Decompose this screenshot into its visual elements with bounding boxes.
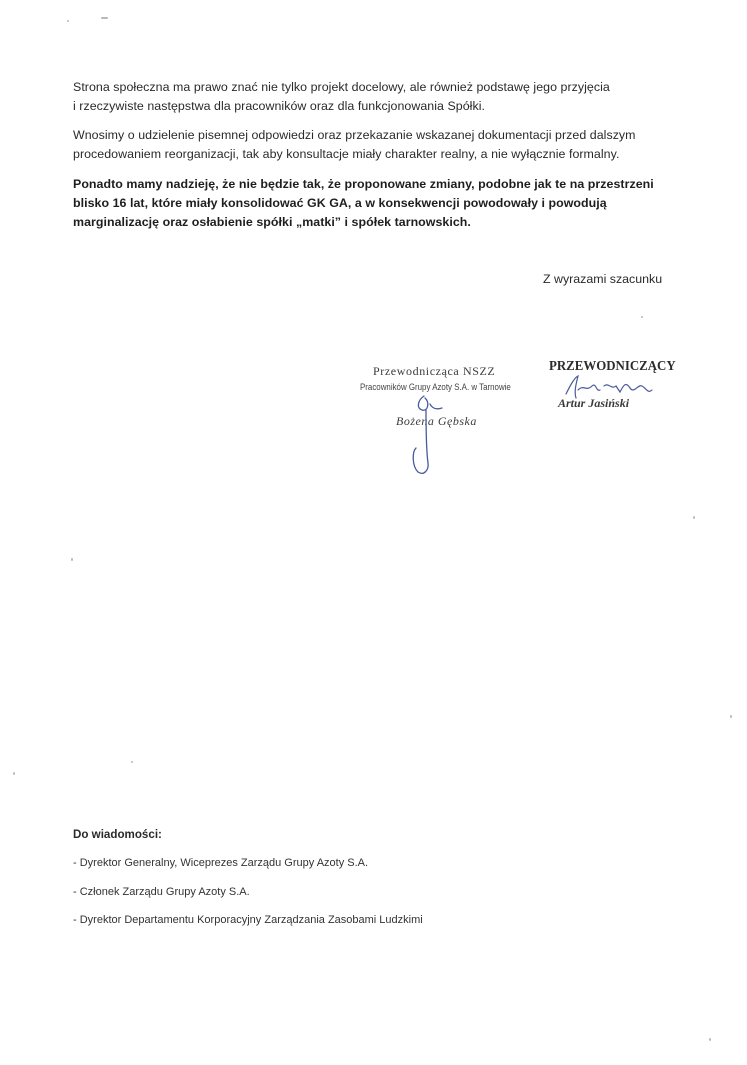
paragraph-2-line: procedowaniem reorganizacji, tak aby konsultacje miały charakter realny, a nie wyłącznie formalny. xyxy=(73,147,620,161)
paragraph-3-line: blisko 16 lat, które miały konsolidować GK GA, a w konsekwencji powodowały i powodują xyxy=(73,196,607,210)
paragraph-1 xyxy=(73,78,673,116)
distribution-heading: Do wiadomości: xyxy=(73,828,162,841)
distribution-item: - Członek Zarządu Grupy Azoty S.A. xyxy=(73,886,250,898)
scan-speck xyxy=(131,761,133,763)
paragraph-3-line: marginalizację oraz osłabienie spółki „matki” i spółek tarnowskich. xyxy=(73,215,471,229)
closing-salutation: Z wyrazami szacunku xyxy=(543,272,663,286)
stamp-left-org: Pracowników Grupy Azoty S.A. w Tarnowie xyxy=(360,382,511,392)
scan-speck xyxy=(101,17,108,19)
scan-speck xyxy=(641,316,643,318)
stamp-right-title: PRZEWODNICZĄCY xyxy=(549,359,676,374)
paragraph-1-line: Strona społeczna ma prawo znać nie tylko projekt docelowy, ale również podstawę jego przyjęcia xyxy=(73,80,610,94)
paragraph-2 xyxy=(73,126,673,164)
stamp-right-name: Artur Jasiński xyxy=(558,396,630,410)
scan-speck xyxy=(693,516,695,519)
paragraph-3-line: Ponadto mamy nadzieję, że nie będzie tak, że proponowane zmiany, podobne jak te na przestrzeni xyxy=(73,177,654,191)
paragraph-3 xyxy=(73,175,673,232)
stamp-left-title: Przewodnicząca NSZZ xyxy=(373,364,496,378)
paragraph-2-line: Wnosimy o udzielenie pisemnej odpowiedzi oraz przekazanie wskazanej dokumentacji przed dalszym xyxy=(73,128,636,142)
scan-speck xyxy=(67,20,69,22)
stamp-left-name: Bożena Gębska xyxy=(396,414,477,428)
signature-right-icon xyxy=(560,372,670,404)
distribution-item: - Dyrektor Departamentu Korporacyjny Zarządzania Zasobami Ludzkimi xyxy=(73,914,423,926)
scan-speck xyxy=(13,772,15,775)
distribution-item: - Dyrektor Generalny, Wiceprezes Zarządu Grupy Azoty S.A. xyxy=(73,857,369,869)
paragraph-1-line: i rzeczywiste następstwa dla pracowników oraz dla funkcjonowania Spółki. xyxy=(73,99,486,113)
signature-left-icon xyxy=(392,388,452,483)
scan-speck xyxy=(71,558,73,561)
scan-speck xyxy=(730,715,732,718)
scan-speck xyxy=(709,1038,711,1041)
